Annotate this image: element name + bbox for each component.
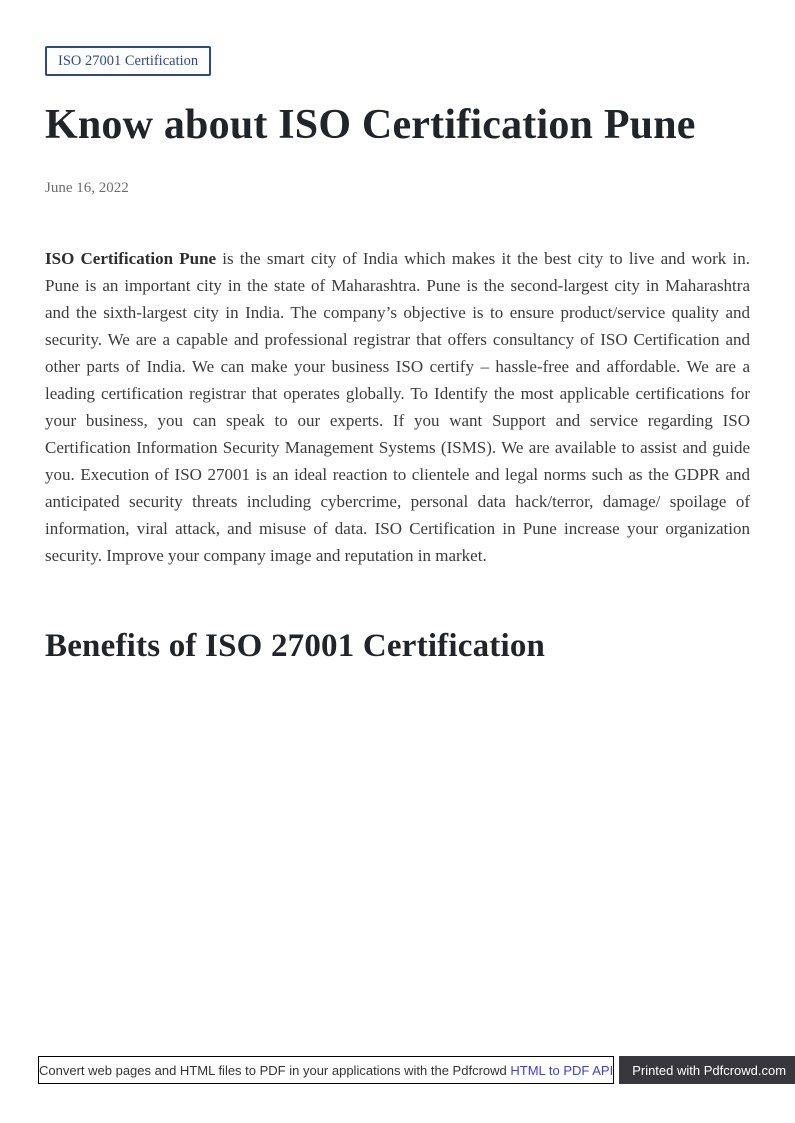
article-paragraph bbox=[45, 245, 750, 569]
footer-notice-text: Convert web pages and HTML files to PDF in your applications with the Pdfcrowd bbox=[39, 1062, 511, 1078]
paragraph-lead-bold: ISO Certification Pune bbox=[45, 248, 217, 268]
html-to-pdf-api-link[interactable]: HTML to PDF API bbox=[510, 1062, 614, 1078]
paragraph-body-text: is the smart city of India which makes it the best city to live and work in. Pune is an important city in the state of Maharashtra. Pune is the second-largest city in Maharashtra and the sixth-largest city in India. The company’s objective is to ensure product/service quality and security. We are a capable and professional registrar that offers consultancy of ISO Certification and other parts of India. We can make your business ISO certify – hassle-free and affordable. We are a leading certification registrar that operates globally. To Identify the most applicable certifications for your business, you can speak to our experts. If you want Support and service regarding ISO Certification Information Security Management Systems (ISMS). We are available to assist and guide you. Execution of ISO 27001 is an ideal reaction to clientele and legal norms such as the GDPR and anticipated security threats including cybercrime, personal data hack/terror, damage/ spoilage of information, viral attack, and misuse of data. ISO Certification in Pune increase your organization security. Improve your company image and reputation in market. bbox=[45, 248, 750, 565]
pdfcrowd-footer bbox=[38, 1056, 787, 1084]
printed-with-pdfcrowd-badge: Printed with Pdfcrowd.com bbox=[619, 1056, 795, 1084]
page-title: Know about ISO Certification Pune bbox=[45, 101, 696, 148]
footer-notice bbox=[38, 1056, 614, 1084]
post-date: June 16, 2022 bbox=[45, 179, 129, 196]
category-badge[interactable]: ISO 27001 Certification bbox=[45, 46, 211, 76]
section-heading: Benefits of ISO 27001 Certification bbox=[45, 627, 546, 664]
